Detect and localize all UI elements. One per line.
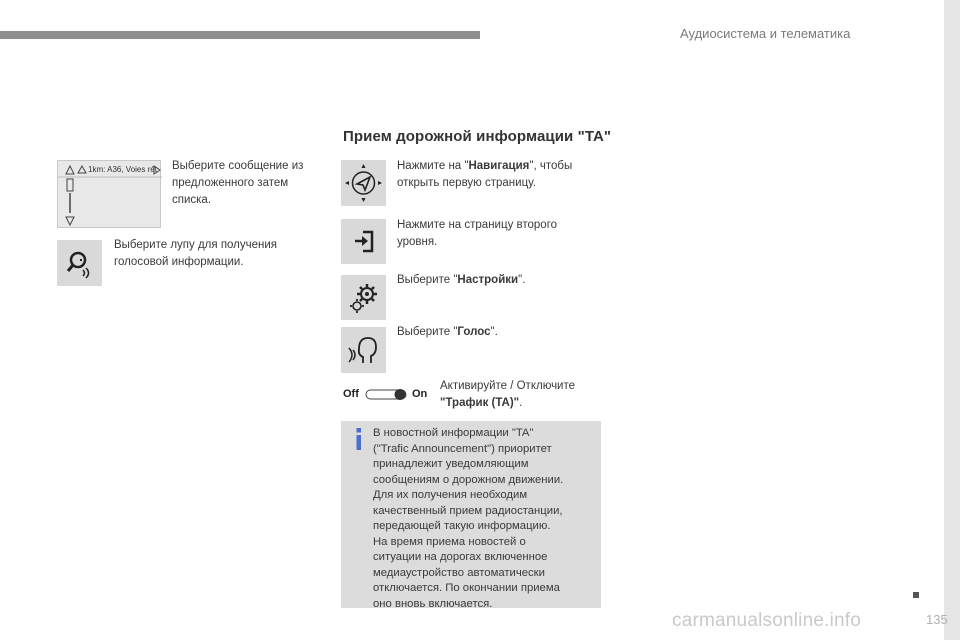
info-line: Для их получения необходим [373, 489, 528, 501]
step-second-page-line1: Нажмите на страницу второго [397, 219, 558, 231]
gear-icon [341, 275, 386, 320]
navigation-icon [341, 160, 386, 206]
step-navigation-line1 [397, 158, 572, 175]
step-second-page-line2: уровня. [397, 236, 438, 248]
voice-button [341, 327, 386, 373]
info-line: ситуации на дорогах включенное [373, 551, 548, 563]
step-toggle-ta-line2 [440, 395, 522, 412]
step-navigation-line2: открыть первую страницу. [397, 177, 536, 189]
step-select-magnifier-line1: Выберите лупу для получения [114, 239, 278, 251]
page-edge-strip [944, 0, 960, 640]
settings-button [341, 275, 386, 320]
ta-toggle-illustration [341, 383, 433, 407]
watermark: carmanualsonline.info [672, 610, 862, 631]
info-line: отключается. По окончании приема [373, 582, 560, 594]
voice-head-icon [341, 327, 386, 373]
message-list-thumbnail [57, 160, 161, 228]
step-voice [397, 324, 498, 341]
step-select-magnifier-line2: голосовой информации. [114, 256, 244, 268]
info-line: качественный прием радиостанции, [373, 504, 563, 517]
navigation-button [341, 160, 386, 206]
page-marker [913, 592, 919, 598]
info-line: ("Trafic Announcement") приоритет [373, 442, 552, 455]
info-line: На время приема новостей о [373, 535, 526, 548]
step-toggle-ta-line1: Активируйте / Отключите [440, 380, 576, 392]
info-line: сообщениям о дорожном движении. [373, 473, 564, 486]
info-line: принадлежит уведомляющим [373, 458, 529, 470]
navigation-label: Навигация [468, 160, 530, 172]
voice-label: Голос [457, 326, 491, 338]
step-settings-prefix: Выберите " [397, 274, 458, 286]
info-line: В новостной информации "TA" [373, 427, 534, 439]
thumbnail-message-text: 1km: A36, Voies rét [88, 165, 157, 174]
header-rule [0, 31, 480, 39]
toggle-switch-icon [365, 386, 409, 404]
step-settings-suffix: ". [518, 274, 526, 286]
toggle-off-label: Off [343, 388, 359, 400]
step-select-message: Выберите сообщение из предложенного затем списка. [172, 160, 304, 206]
info-line: передающей такую информацию. [373, 520, 551, 532]
step-navigation-prefix: Нажмите на " [397, 160, 469, 172]
traffic-ta-label: "Трафик (TA)" [440, 397, 520, 409]
step-navigation-suffix: ", чтобы [529, 160, 573, 172]
magnifier-voice-button [57, 240, 102, 286]
step-voice-prefix: Выберите " [397, 326, 458, 338]
magnifier-voice-icon [57, 240, 102, 286]
step-voice-suffix: ". [490, 326, 498, 338]
chapter-title: Аудиосистема и телематика [680, 26, 851, 41]
toggle-on-label: On [412, 388, 428, 400]
info-line: оно вновь включается. [373, 597, 493, 610]
step-toggle-ta-suffix: . [519, 397, 523, 409]
second-page-icon [341, 219, 386, 264]
info-icon [351, 428, 367, 450]
info-line: медиаустройство автоматически [373, 566, 545, 579]
section-title: Прием дорожной информации "TA" [343, 128, 612, 145]
second-page-button [341, 219, 386, 264]
page-number: 135 [926, 612, 948, 627]
step-settings [397, 272, 525, 289]
settings-label: Настройки [457, 274, 519, 286]
info-text [373, 426, 595, 612]
